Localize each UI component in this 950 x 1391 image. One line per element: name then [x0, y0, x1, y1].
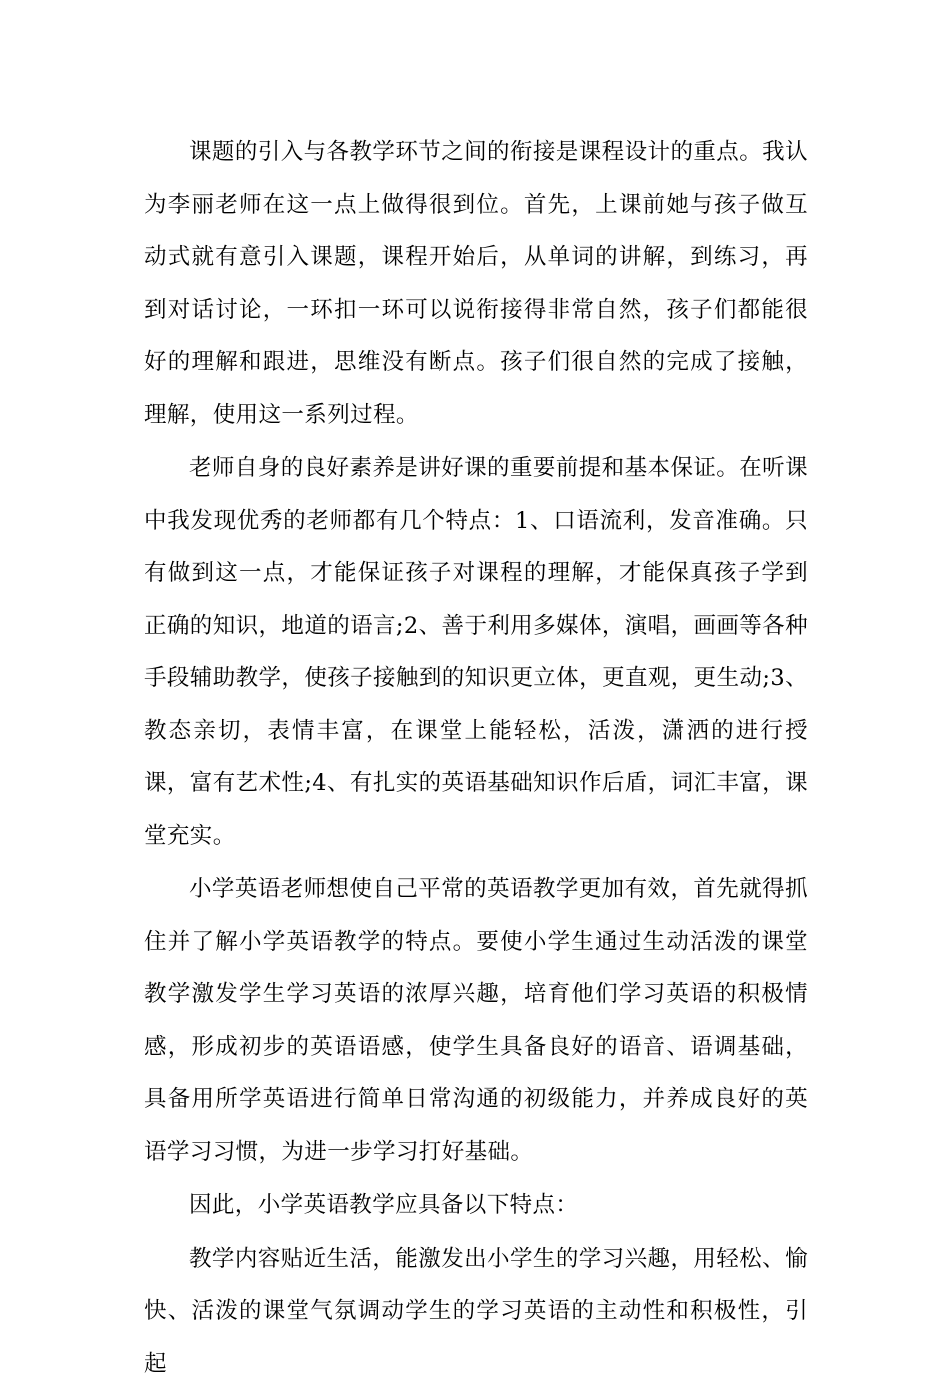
document-body: [144, 126, 808, 1391]
paragraph-3: 小学英语老师想使自己平常的英语教学更加有效，首先就得抓住并了解小学英语教学的特点。要使小学生通过生动活泼的课堂教学激发学生学习英语的浓厚兴趣，培育他们学习英语的积极情感，形成初步的英语语感，使学生具备良好的语音、语调基础，具备用所学英语进行简单日常沟通的初级能力，并养成良好的英语学习习惯，为进一步学习打好基础。: [144, 876, 808, 1165]
paragraph-2: 老师自身的良好素养是讲好课的重要前提和基本保证。在听课中我发现优秀的老师都有几个特点：1、口语流利，发音准确。只有做到这一点，才能保证孩子对课程的理解，才能保真孩子学到正确的知识，地道的语言;2、善于利用多媒体，演唱，画画等各种手段辅助教学，使孩子接触到的知识更立体，更直观，更生动;3、教态亲切，表情丰富，在课堂上能轻松，活泼，潇洒的进行授课，富有艺术性;4、有扎实的英语基础知识作后盾，词汇丰富，课堂充实。: [144, 455, 808, 849]
paragraph-1: 课题的引入与各教学环节之间的衔接是课程设计的重点。我认为李丽老师在这一点上做得很到位。首先，上课前她与孩子做互动式就有意引入课题，课程开始后，从单词的讲解，到练习，再到对话讨论，一环扣一环可以说衔接得非常自然，孩子们都能很好的理解和跟进，思维没有断点。孩子们很自然的完成了接触，理解，使用这一系列过程。: [144, 139, 808, 428]
paragraph-4: 因此，小学英语教学应具备以下特点：: [189, 1192, 579, 1218]
paragraph-5: 教学内容贴近生活，能激发出小学生的学习兴趣，用轻松、愉快、活泼的课堂气氛调动学生的学习英语的主动性和积极性，引起: [144, 1245, 808, 1377]
